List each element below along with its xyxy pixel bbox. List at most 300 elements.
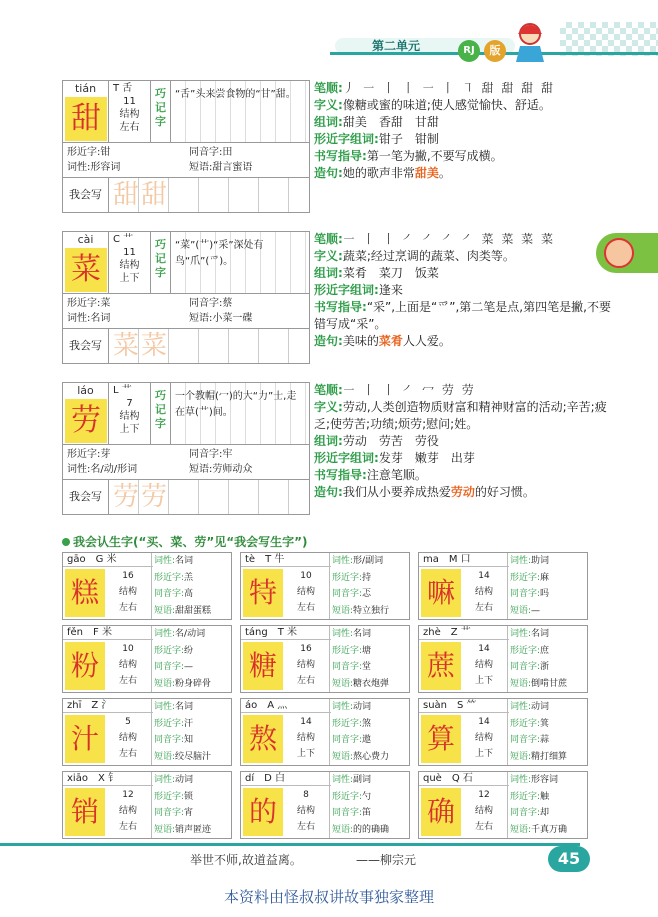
phrase: 的的确确 <box>353 824 390 835</box>
pos-label: 词性: <box>510 629 532 639</box>
char-attributes <box>63 294 309 329</box>
phrase: 特立独行 <box>353 605 390 616</box>
part-of-speech: 词性:形容词 <box>67 162 121 173</box>
pinyin-radical <box>419 553 509 567</box>
part-of-speech: 名词 <box>531 629 550 639</box>
pinyin: táng <box>245 627 268 638</box>
homophone: 宵 <box>184 808 194 818</box>
big-char: 糖 <box>243 642 283 690</box>
big-char: 嘛 <box>421 569 461 617</box>
sentence-highlight: 菜肴 <box>378 334 403 348</box>
recognize-cell <box>62 625 232 693</box>
part-of-speech: 形容词 <box>531 775 559 785</box>
words: 甜美 香甜 甘甜 <box>342 115 439 129</box>
writing-guide: “采”,上面是“爫”,第二笔是点,第四笔是撇,不要错写成“采”。 <box>314 300 611 331</box>
pinyin: zhè <box>423 627 441 638</box>
stroke-count: 12 <box>478 790 490 800</box>
radical: Q 石 <box>451 773 473 784</box>
stroke-count: 5 <box>125 717 131 727</box>
sentence-post: 的好习惯。 <box>474 485 535 499</box>
write-practice: 甜甜 <box>109 178 309 212</box>
memo-label: 巧记字 <box>151 232 171 293</box>
similar-char: 纷 <box>184 645 194 656</box>
meaning: 像糖或蜜的味道;使人感觉愉快、舒适。 <box>342 98 551 112</box>
phrase-label: 短语: <box>154 678 176 689</box>
similar-char: 形近字:钳 <box>67 147 111 158</box>
char-card <box>62 382 310 515</box>
pos-label: 词性: <box>510 775 532 785</box>
unit-title: 第二单元 <box>372 39 421 53</box>
big-char: 的 <box>243 788 283 836</box>
edition-badge: 版 <box>484 40 506 62</box>
struct-value: 左右 <box>474 822 493 832</box>
pinyin: zhī <box>67 700 82 711</box>
char-info <box>287 568 325 616</box>
sentence-post: 。 <box>438 166 451 180</box>
char-tags <box>329 626 411 692</box>
phrase: 甜甜蛋糕 <box>175 605 212 616</box>
sentence-label: 造句: <box>314 485 343 499</box>
page-header <box>0 0 658 78</box>
homophone: — <box>184 662 194 672</box>
similar-char: 麻 <box>540 572 550 583</box>
homophone: 吗 <box>540 589 550 599</box>
pinyin-radical <box>63 699 153 713</box>
stroke-order-label: 笔顺: <box>314 383 343 397</box>
big-char: 熬 <box>243 715 283 763</box>
similar-char: 箕 <box>540 718 550 729</box>
big-char: 特 <box>243 569 283 617</box>
big-char: 甜 <box>65 97 107 141</box>
char-notes <box>314 382 614 501</box>
struct-value: 上下 <box>119 424 140 435</box>
homophone-label: 同音字: <box>154 589 185 599</box>
similar-label: 形近字: <box>154 572 185 583</box>
char-tags <box>329 772 411 838</box>
similar-char: 煞 <box>362 718 372 729</box>
char-attributes <box>63 445 309 480</box>
pinyin-radical <box>63 553 153 567</box>
checker-decoration <box>560 22 658 56</box>
similar-char: 持 <box>362 572 372 583</box>
char-tags <box>151 772 233 838</box>
char-tags <box>507 772 589 838</box>
similar-words-label: 形近字组词: <box>314 451 379 465</box>
struct-label: 结构 <box>119 260 140 271</box>
stroke-count: 12 <box>122 790 134 800</box>
similar-label: 形近字: <box>154 645 185 656</box>
pinyin-radical <box>63 772 153 786</box>
phrase-label: 短语: <box>510 605 532 616</box>
similar-label: 形近字: <box>332 718 363 729</box>
char-box <box>63 383 109 444</box>
char-attributes <box>63 143 309 178</box>
pinyin: ma <box>423 554 439 565</box>
similar-label: 形近字: <box>510 645 541 656</box>
footer-quote: 举世不师,故道益离。 <box>190 853 302 867</box>
phrase-label: 短语: <box>332 678 354 689</box>
part-of-speech: 名词 <box>353 629 372 639</box>
phrase-label: 短语: <box>510 678 532 689</box>
big-char: 菜 <box>65 248 107 292</box>
similar-label: 形近字: <box>332 645 363 656</box>
struct-label: 结构 <box>118 660 137 670</box>
homophone-label: 同音字: <box>332 589 363 599</box>
sentence-highlight: 甜美 <box>414 166 439 180</box>
struct-label: 结构 <box>474 660 493 670</box>
struct-value: 上下 <box>119 273 140 284</box>
char-tags <box>507 553 589 619</box>
homophone: 遨 <box>362 735 372 745</box>
homophone: 知 <box>184 735 194 745</box>
meaning: 蔬菜;经过烹调的蔬菜、肉类等。 <box>342 249 515 263</box>
page-number: 45 <box>548 846 590 872</box>
struct-value: 左右 <box>118 676 137 686</box>
stroke-count: 14 <box>478 717 490 727</box>
pinyin-radical <box>241 699 331 713</box>
pos-label: 词性: <box>154 556 176 566</box>
char-tags <box>151 553 233 619</box>
big-char: 糕 <box>65 569 105 617</box>
char-info <box>109 81 151 142</box>
homophone-label: 同音字: <box>510 735 541 745</box>
char-info <box>109 641 147 689</box>
struct-value: 左右 <box>474 603 493 613</box>
pos-label: 词性: <box>510 702 532 712</box>
recognize-cell <box>418 771 588 839</box>
similar-char: 形近字:芽 <box>67 449 111 460</box>
homophone-label: 同音字: <box>332 662 363 672</box>
recognize-cell <box>418 625 588 693</box>
pos-label: 词性: <box>332 629 354 639</box>
struct-label: 结构 <box>296 733 315 743</box>
big-char: 销 <box>65 788 105 836</box>
similar-char: 形近字:菜 <box>67 298 111 309</box>
homophone-label: 同音字: <box>510 589 541 599</box>
words-label: 组词: <box>314 434 343 448</box>
radical: G 米 <box>95 554 117 565</box>
similar-words-label: 形近字组词: <box>314 283 379 297</box>
struct-label: 结构 <box>474 587 493 597</box>
pinyin-radical <box>419 772 509 786</box>
words: 劳动 劳苦 劳役 <box>342 434 439 448</box>
pinyin: què <box>423 773 442 784</box>
phrase: — <box>531 605 541 616</box>
meaning: 劳动,人类创造物质财富和精神财富的活动;辛苦;疲乏;使劳苦;功绩;烦劳;慰问;姓。 <box>314 400 607 431</box>
struct-value: 左右 <box>296 603 315 613</box>
struct-value: 上下 <box>474 676 493 686</box>
radical: L 艹 <box>113 385 132 396</box>
char-info <box>465 714 503 762</box>
sentence-highlight: 劳动 <box>450 485 475 499</box>
section-title-text: 我会认生字(“买、菜、劳”见“我会写生字”) <box>73 535 308 549</box>
similar-label: 形近字: <box>510 791 541 802</box>
part-of-speech: 名/动词 <box>175 629 206 639</box>
pos-label: 词性: <box>154 775 176 785</box>
memo-label: 巧记字 <box>151 383 171 444</box>
stroke-count: 14 <box>300 717 312 727</box>
writing-guide: 第一笔为撇,不要写成横。 <box>366 149 503 163</box>
phrase: 糖衣炮弹 <box>353 678 390 689</box>
similar-label: 形近字: <box>154 791 185 802</box>
pos-label: 词性: <box>332 556 354 566</box>
char-info <box>109 787 147 835</box>
bullet-icon <box>62 538 70 546</box>
big-char: 确 <box>421 788 461 836</box>
stroke-order: ㇐ 丨 丨 ㇒ ㇒ ㇒ ㇒ 菜 菜 菜 菜 <box>342 232 555 246</box>
char-info <box>109 714 147 762</box>
char-notes <box>314 80 614 182</box>
stroke-count: 16 <box>300 644 312 654</box>
char-info <box>109 232 151 293</box>
char-tags <box>151 626 233 692</box>
writing-guide-label: 书写指导: <box>314 300 367 314</box>
part-of-speech: 名词 <box>175 556 194 566</box>
char-info <box>465 568 503 616</box>
radical: Z 艹 <box>450 627 471 638</box>
char-tags <box>507 626 589 692</box>
memo-text: “菜”(艹)“采”深处有鸟“爪”(爫)。 <box>171 232 309 293</box>
struct-value: 左右 <box>118 822 137 832</box>
struct-value: 左右 <box>296 676 315 686</box>
stroke-count: 10 <box>300 571 312 581</box>
phrase: 倒啃甘蔗 <box>531 678 568 689</box>
similar-words-label: 形近字组词: <box>314 132 379 146</box>
stroke-count: 10 <box>122 644 134 654</box>
phrase-label: 短语: <box>332 751 354 762</box>
big-char: 算 <box>421 715 461 763</box>
part-of-speech: 动词 <box>353 702 372 712</box>
struct-label: 结构 <box>296 587 315 597</box>
phrase: 短语:甜言蜜语 <box>189 162 253 173</box>
sentence-label: 造句: <box>314 166 343 180</box>
stroke-count: 14 <box>478 571 490 581</box>
part-of-speech: 动词 <box>175 775 194 785</box>
phrase: 短语:劳师动众 <box>189 464 253 475</box>
writing-guide: 注意笔顺。 <box>366 468 427 482</box>
pinyin: tián <box>74 82 97 95</box>
write-label: 我会写 <box>63 329 109 363</box>
struct-value: 左右 <box>119 122 140 133</box>
part-of-speech: 词性:名词 <box>67 313 111 324</box>
footer-line <box>0 843 580 846</box>
homophone-label: 同音字: <box>510 662 541 672</box>
pinyin: cài <box>77 233 94 246</box>
big-char: 汁 <box>65 715 105 763</box>
radical: D 白 <box>264 773 286 784</box>
phrase-label: 短语: <box>332 824 354 835</box>
part-of-speech: 形/副词 <box>353 556 384 566</box>
char-box <box>63 81 109 142</box>
similar-char: 触 <box>540 791 550 802</box>
pinyin: tè <box>245 554 256 565</box>
stroke-order-label: 笔顺: <box>314 81 343 95</box>
memo-label: 巧记字 <box>151 81 171 142</box>
write-label: 我会写 <box>63 480 109 514</box>
radical: F 米 <box>93 627 112 638</box>
stroke-count: 8 <box>303 790 309 800</box>
pinyin: láo <box>77 384 94 397</box>
stroke-count: 16 <box>122 571 134 581</box>
sentence-label: 造句: <box>314 334 343 348</box>
homophone: 笛 <box>362 808 372 818</box>
similar-char: 庶 <box>540 645 550 656</box>
radical: S ⺮ <box>457 700 477 711</box>
homophone: 同音字:蔡 <box>189 298 233 309</box>
pinyin-radical <box>241 626 331 640</box>
similar-words: 逢来 <box>378 283 403 297</box>
part-of-speech: 助词 <box>531 556 550 566</box>
write-label: 我会写 <box>63 178 109 212</box>
char-info <box>109 568 147 616</box>
struct-label: 结构 <box>119 411 140 422</box>
struct-label: 结构 <box>119 109 140 120</box>
write-practice: 劳劳 <box>109 480 309 514</box>
writing-guide-label: 书写指导: <box>314 468 367 482</box>
struct-value: 上下 <box>296 749 315 759</box>
pinyin-radical <box>63 626 153 640</box>
radical: T 舌 <box>113 83 133 94</box>
radical: Z 氵 <box>91 700 112 711</box>
sentence-pre: 我们从小要养成热爱 <box>342 485 451 499</box>
homophone-label: 同音字: <box>332 735 363 745</box>
homophone: 浙 <box>540 662 550 672</box>
homophone-label: 同音字: <box>332 808 363 818</box>
stroke-order: 丿 ㇐ 丨 丨 ㇐ 丨 ㇕ 甜 甜 甜 甜 <box>342 81 555 95</box>
homophone: 忑 <box>362 589 372 599</box>
pinyin: xiāo <box>67 773 88 784</box>
pinyin: dí <box>245 773 255 784</box>
pinyin-radical <box>419 699 509 713</box>
pos-label: 词性: <box>332 702 354 712</box>
sentence-pre: 她的歌声非常 <box>342 166 415 180</box>
homophone-label: 同音字: <box>154 808 185 818</box>
radical: C 艹 <box>113 234 134 245</box>
struct-label: 结构 <box>118 587 137 597</box>
stroke-order-label: 笔顺: <box>314 232 343 246</box>
char-info <box>109 383 151 444</box>
struct-value: 上下 <box>474 749 493 759</box>
similar-label: 形近字: <box>510 718 541 729</box>
char-info <box>287 641 325 689</box>
char-box <box>63 232 109 293</box>
recognize-cell <box>240 771 410 839</box>
radical: T 牛 <box>265 554 285 565</box>
rj-badge: RJ <box>458 40 480 62</box>
recognize-cell <box>62 552 232 620</box>
radical: T 米 <box>277 627 298 638</box>
stroke-count: 11 <box>123 96 136 107</box>
pinyin-radical <box>241 772 331 786</box>
part-of-speech: 动词 <box>531 702 550 712</box>
char-info <box>287 787 325 835</box>
footer-author: ——柳宗元 <box>356 853 417 867</box>
phrase-label: 短语: <box>510 751 532 762</box>
memo-text: “舌”头来尝食物的“甘”甜。 <box>171 81 309 142</box>
recognize-cell <box>62 698 232 766</box>
stroke-count: 11 <box>123 247 136 258</box>
section-title <box>62 533 308 550</box>
girl-mascot-icon <box>510 20 550 64</box>
struct-label: 结构 <box>474 806 493 816</box>
homophone: 却 <box>540 808 550 818</box>
phrase: 熬心费力 <box>353 751 390 762</box>
homophone-label: 同音字: <box>510 808 541 818</box>
struct-value: 左右 <box>296 822 315 832</box>
struct-label: 结构 <box>118 806 137 816</box>
stroke-order: ㇐ 丨 丨 ㇒ 冖 劳 劳 <box>342 383 476 397</box>
pos-label: 词性: <box>332 775 354 785</box>
radical: A 灬 <box>267 700 288 711</box>
similar-char: 羔 <box>184 572 194 583</box>
similar-words: 钳子 钳制 <box>378 132 439 146</box>
recognize-cell <box>62 771 232 839</box>
words: 菜肴 菜刀 饭菜 <box>342 266 439 280</box>
homophone: 蒜 <box>540 735 550 745</box>
radical: X 钅 <box>97 773 118 784</box>
recognize-cell <box>240 552 410 620</box>
radical: M 口 <box>448 554 471 565</box>
pos-label: 词性: <box>510 556 532 566</box>
similar-char: 勺 <box>362 791 372 802</box>
phrase: 千真万确 <box>531 824 568 835</box>
homophone-label: 同音字: <box>154 735 185 745</box>
credit-line: 本资料由怪叔叔讲故事独家整理 <box>223 888 434 906</box>
stroke-count: 7 <box>126 398 133 409</box>
char-tags <box>329 699 411 765</box>
similar-char: 汗 <box>184 718 194 729</box>
phrase-label: 短语: <box>154 824 176 835</box>
meaning-label: 字义: <box>314 249 343 263</box>
recognize-cell <box>240 625 410 693</box>
similar-label: 形近字: <box>510 572 541 583</box>
write-practice: 菜菜 <box>109 329 309 363</box>
char-tags <box>329 553 411 619</box>
phrase-label: 短语: <box>510 824 532 835</box>
big-char: 蔗 <box>421 642 461 690</box>
pinyin: gāo <box>67 554 86 565</box>
phrase-label: 短语: <box>154 605 176 616</box>
struct-label: 结构 <box>296 660 315 670</box>
recognize-cell <box>418 552 588 620</box>
pinyin: fěn <box>67 627 84 638</box>
phrase: 绞尽脑汁 <box>175 751 212 762</box>
pinyin-radical <box>419 626 509 640</box>
similar-char: 塘 <box>362 645 372 656</box>
similar-words: 发芽 嫩芽 出芽 <box>378 451 475 465</box>
pos-label: 词性: <box>154 629 176 639</box>
pinyin: suàn <box>423 700 448 711</box>
part-of-speech: 词性:名/动/形词 <box>67 464 138 475</box>
homophone-label: 同音字: <box>154 662 185 672</box>
sentence-pre: 美味的 <box>342 334 379 348</box>
struct-label: 结构 <box>474 733 493 743</box>
struct-value: 左右 <box>118 749 137 759</box>
pinyin-radical <box>241 553 331 567</box>
phrase: 粉身碎骨 <box>175 678 212 689</box>
char-card <box>62 231 310 364</box>
similar-label: 形近字: <box>154 718 185 729</box>
memo-text: 一个教帽(冖)的大“力”士,走在草(艹)间。 <box>171 383 309 444</box>
phrase: 销声匿迹 <box>175 824 212 835</box>
struct-label: 结构 <box>296 806 315 816</box>
sentence-post: 人人爱。 <box>402 334 451 348</box>
meaning-label: 字义: <box>314 98 343 112</box>
words-label: 组词: <box>314 266 343 280</box>
pinyin: áo <box>245 700 258 711</box>
char-tags <box>507 699 589 765</box>
homophone: 同音字:牢 <box>189 449 233 460</box>
